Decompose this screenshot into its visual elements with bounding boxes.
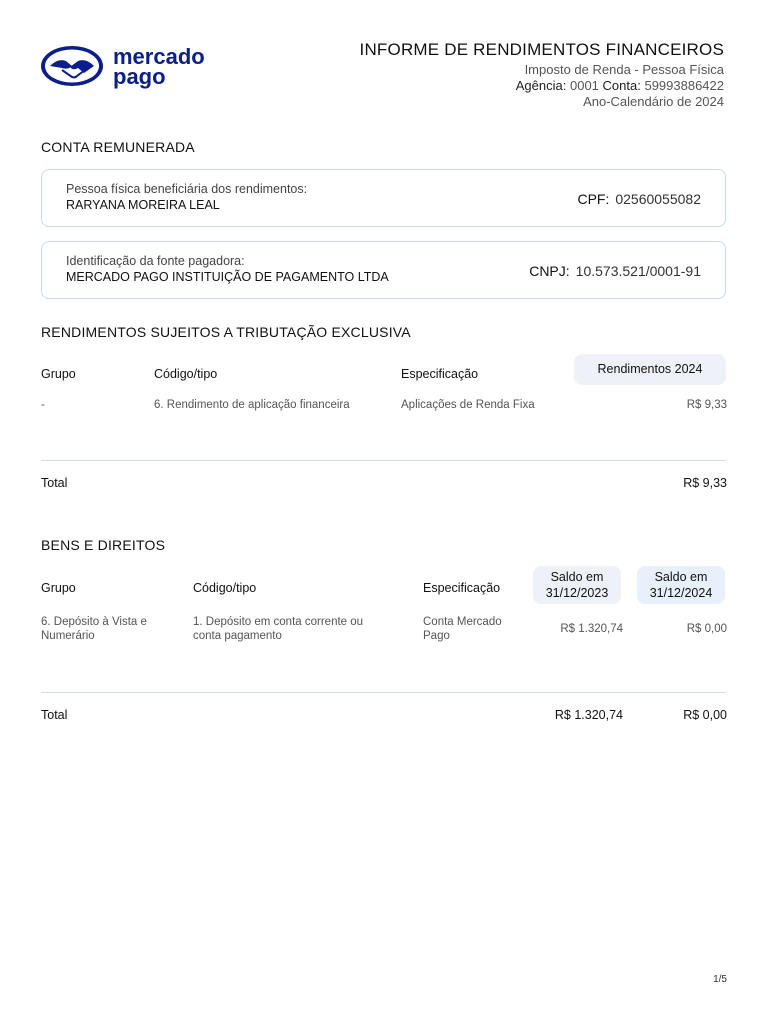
bens-row-saldo-2023: R$ 1.320,74 bbox=[560, 623, 623, 635]
mercado-pago-logo bbox=[40, 42, 220, 90]
conta-remunerada-title: CONTA REMUNERADA bbox=[41, 139, 195, 155]
bens-header-especificacao: Especificação bbox=[423, 581, 501, 595]
bens-row-codigo-line2: conta pagamento bbox=[193, 630, 282, 642]
bens-divider bbox=[41, 692, 726, 693]
bens-total-2023: R$ 1.320,74 bbox=[554, 708, 623, 722]
bens-row-saldo-2024: R$ 0,00 bbox=[686, 623, 727, 635]
cnpj-label: CNPJ: bbox=[529, 263, 570, 279]
bens-row-especificacao-line1: Conta Mercado bbox=[423, 616, 502, 628]
cnpj-field bbox=[529, 263, 701, 279]
cpf-value: 02560055082 bbox=[615, 191, 701, 207]
conta-label: Conta: bbox=[602, 78, 641, 93]
bens-header-saldo-2023-line2: 31/12/2023 bbox=[545, 586, 609, 600]
conta-value: 59993886422 bbox=[644, 78, 724, 93]
rendimentos-divider bbox=[41, 460, 726, 461]
rendimentos-row-valor: R$ 9,33 bbox=[686, 399, 727, 411]
rendimentos-row-especificacao: Aplicações de Renda Fixa bbox=[401, 399, 535, 411]
rendimentos-total-label: Total bbox=[41, 476, 68, 490]
document-title: INFORME DE RENDIMENTOS FINANCEIROS bbox=[359, 40, 724, 59]
bens-total-2024: R$ 0,00 bbox=[683, 708, 727, 722]
bens-header-saldo-2023 bbox=[533, 566, 621, 604]
beneficiary-name: RARYANA MOREIRA LEAL bbox=[66, 198, 220, 212]
rendimentos-total-value: R$ 9,33 bbox=[683, 476, 727, 490]
bens-title: BENS E DIREITOS bbox=[41, 537, 166, 553]
rendimentos-row-codigo: 6. Rendimento de aplicação financeira bbox=[154, 399, 350, 411]
year-line: Ano-Calendário de 2024 bbox=[583, 94, 724, 109]
cpf-label: CPF: bbox=[577, 191, 610, 207]
bens-header-saldo-2023-line1: Saldo em bbox=[550, 570, 604, 584]
agencia-value: 0001 bbox=[569, 78, 599, 93]
page-number: 1/5 bbox=[713, 974, 727, 985]
rendimentos-title: RENDIMENTOS SUJEITOS A TRIBUTAÇÃO EXCLUSIVA bbox=[41, 324, 411, 340]
bens-row-grupo-line2: Numerário bbox=[41, 630, 95, 642]
logo-text-line2: pago bbox=[113, 64, 166, 89]
document-subtitle: Imposto de Renda - Pessoa Física bbox=[524, 62, 724, 77]
rendimentos-row-grupo: - bbox=[41, 399, 45, 411]
account-line bbox=[516, 78, 724, 93]
bens-header-saldo-2024-line1: Saldo em bbox=[654, 570, 708, 584]
rendimentos-header-valor: Rendimentos 2024 bbox=[574, 354, 726, 385]
beneficiary-card bbox=[41, 169, 726, 227]
rendimentos-header-codigo: Código/tipo bbox=[154, 367, 218, 381]
bens-row-grupo-line1: 6. Depósito à Vista e bbox=[41, 616, 147, 628]
bens-row-especificacao-line2: Pago bbox=[423, 630, 450, 642]
beneficiary-label: Pessoa física beneficiária dos rendimentos: bbox=[66, 182, 308, 196]
agencia-label: Agência: bbox=[515, 78, 567, 93]
bens-header-saldo-2024 bbox=[637, 566, 725, 604]
source-card bbox=[41, 241, 726, 299]
source-label: Identificação da fonte pagadora: bbox=[66, 254, 245, 268]
cnpj-value: 10.573.521/0001-91 bbox=[575, 263, 701, 279]
bens-total-label: Total bbox=[41, 708, 68, 722]
source-name: MERCADO PAGO INSTITUIÇÃO DE PAGAMENTO LTDA bbox=[66, 270, 389, 284]
bens-header-codigo: Código/tipo bbox=[193, 581, 257, 595]
bens-header-grupo: Grupo bbox=[41, 581, 76, 595]
bens-row-codigo-line1: 1. Depósito em conta corrente ou bbox=[193, 616, 364, 628]
rendimentos-header-especificacao: Especificação bbox=[401, 367, 479, 381]
bens-row-codigo bbox=[193, 615, 363, 643]
rendimentos-header-grupo: Grupo bbox=[41, 367, 76, 381]
bens-row-especificacao bbox=[423, 615, 502, 643]
bens-row-grupo bbox=[41, 615, 147, 643]
cpf-field bbox=[577, 191, 701, 207]
bens-header-saldo-2024-line2: 31/12/2024 bbox=[649, 586, 713, 600]
logo-text-line1: mercado bbox=[113, 44, 205, 69]
